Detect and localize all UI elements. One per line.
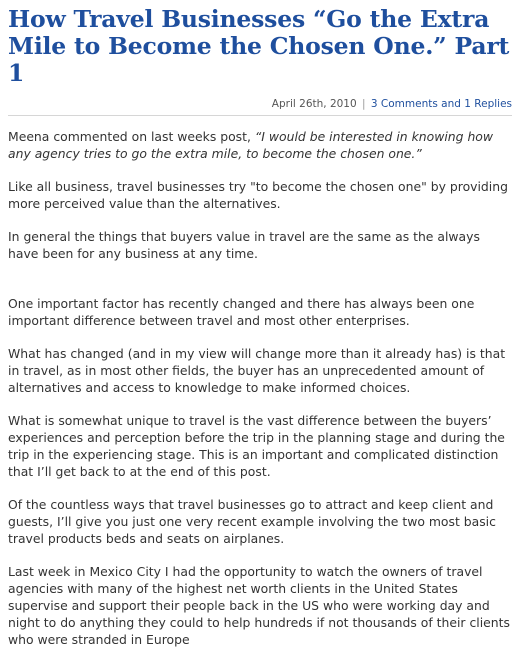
blog-post — [8, 0, 512, 664]
post-paragraph: In general the things that buyers value in travel are the same as the always have been for any business at any time. — [8, 229, 480, 261]
post-meta — [8, 97, 512, 116]
meta-separator: | — [362, 98, 366, 110]
post-title-link[interactable]: How Travel Businesses “Go the Extra Mile to Become the Chosen One.” Part 1 — [8, 5, 510, 87]
paragraph-intro: Meena commented on last weeks post, — [8, 129, 255, 144]
post-body — [8, 128, 512, 648]
comments-link[interactable]: 3 Comments and 1 Replies — [370, 98, 512, 110]
post-paragraph: What has changed (and in my view will change more than it already has) is that in travel, as in most other fields, the buyer has an unprecedented amount of alternatives and access to knowledge to make informed choices. — [8, 346, 506, 395]
post-paragraph: What is somewhat unique to travel is the vast difference between the buyers’ experiences and perception before the trip in the planning stage and during the trip in the experiencing stage. This is an important and complicated distinction that I’ll get back to at the end of this post. — [8, 413, 505, 479]
post-date: April 26th, 2010 — [271, 98, 357, 110]
post-paragraph: One important factor has recently changed and there has always been one important difference between travel and most other enterprises. — [8, 296, 475, 328]
quoted-comment: “I would be interested in knowing how any agency tries to go the extra mile, to become the chosen one.” — [8, 129, 494, 161]
post-paragraph: Of the countless ways that travel businesses go to attract and keep client and guests, I’ll give you just one very recent example involving the two most basic travel products beds and seats on airplanes. — [8, 497, 496, 546]
post-paragraph: Like all business, travel businesses try "to become the chosen one" by providing more perceived value than the alternatives. — [8, 179, 508, 211]
post-paragraph: Last week in Mexico City I had the opportunity to watch the owners of travel agencies with many of the highest net worth clients in the United States supervise and support their people back in the US who were working day and night to do anything they could to help hundreds if not thousands of their clients who were stranded in Europe — [8, 564, 510, 647]
post-paragraph — [8, 128, 512, 162]
